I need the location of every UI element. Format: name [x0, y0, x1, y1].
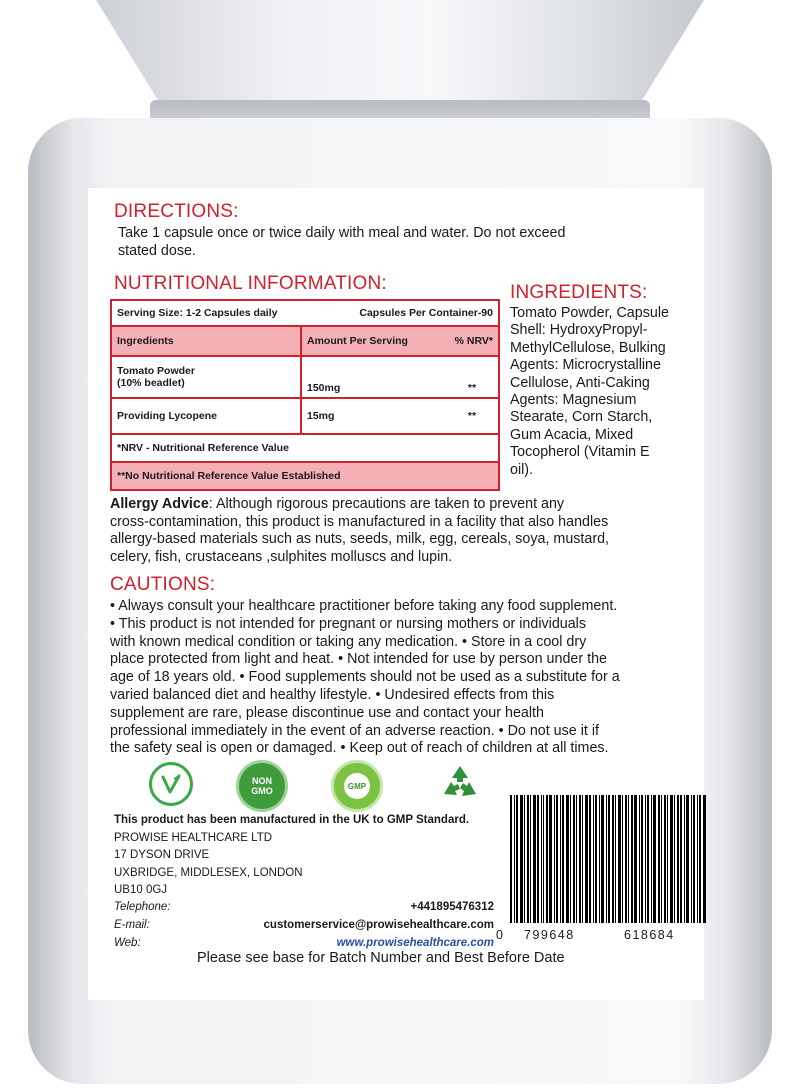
serving-size: Serving Size: 1-2 Capsules daily: [117, 307, 278, 319]
barcode-bar: [697, 795, 698, 923]
web-label: Web:: [114, 937, 141, 949]
ingredients-line: Shell: HydroxyPropyl-: [510, 322, 648, 339]
gmp-inner-ring: [344, 773, 370, 799]
vegan-v-icon: [149, 762, 193, 806]
barcode-bar: [537, 795, 539, 923]
barcode-bar: [510, 795, 512, 923]
cautions-line: age of 18 years old. • Food supplements should not be used as a substitute for a: [110, 669, 620, 686]
barcode-bar: [634, 795, 637, 923]
telephone-row: [114, 898, 494, 916]
ingredient-nrv: **: [446, 356, 499, 398]
ingredient-name-line-1: Tomato Powder: [117, 365, 195, 377]
barcode-bar: [686, 795, 689, 923]
barcode-bar: [566, 795, 569, 923]
barcode-bar: [576, 795, 577, 923]
ingredients-text: [510, 305, 669, 479]
barcode-bar: [606, 795, 607, 923]
barcode-bar: [667, 795, 668, 923]
barcode-bar: [628, 795, 629, 923]
barcode-bar: [647, 795, 649, 923]
ingredient-amount: 15mg: [301, 398, 446, 434]
barcode-bar: [520, 795, 523, 923]
address-town: UXBRIDGE, MIDDLESEX, LONDON: [114, 866, 303, 879]
barcode-bar: [691, 795, 692, 923]
barcode-bar: [593, 795, 594, 923]
cautions-heading: CAUTIONS:: [110, 574, 216, 595]
barcode-bar: [554, 795, 555, 923]
barcode-bar: [670, 795, 673, 923]
table-row: [111, 398, 499, 434]
allergy-line: allergy-based materials such as nuts, seeds, milk, egg, cereals, soya, mustard,: [110, 531, 610, 547]
barcode-bar: [699, 795, 701, 923]
table-row: [111, 462, 499, 490]
barcode-bar: [641, 795, 643, 923]
recycle-icon: [436, 760, 484, 808]
barcode-bar: [693, 795, 695, 923]
barcode-bar: [589, 795, 591, 923]
recycle-arrows-icon: [436, 760, 484, 808]
barcode-bar: [582, 795, 583, 923]
barcode-bar: [573, 795, 575, 923]
barcode-bar: [631, 795, 633, 923]
barcode-bar: [533, 795, 536, 923]
barcode-bar: [625, 795, 627, 923]
barcode-bar: [674, 795, 675, 923]
address-postcode: UB10 0GJ: [114, 884, 168, 897]
cautions-line: place protected from light and heat. • Not intended for use by person under the: [110, 651, 607, 668]
non-gmo-icon: [236, 760, 288, 812]
barcode-bar: [543, 795, 544, 923]
barcode-bar: [664, 795, 666, 923]
barcode-bar: [618, 795, 621, 923]
barcode-bar: [639, 795, 640, 923]
ingredients-line: Tocopherol (Vitamin E: [510, 444, 650, 461]
ingredients-heading: INGREDIENTS:: [510, 282, 648, 303]
barcode-bar: [524, 795, 525, 923]
ingredients-line: Agents: Magnesium: [510, 392, 637, 409]
ingredients-line: Cellulose, Anti-Caking: [510, 374, 650, 391]
barcode-bar: [677, 795, 679, 923]
gmp-label: GMP: [347, 781, 367, 791]
company-name: PROWISE HEALTHCARE LTD: [114, 831, 273, 844]
no-nrv-footnote: **No Nutritional Reference Value Established: [111, 462, 499, 490]
barcode-bar: [622, 795, 623, 923]
table-row: [111, 300, 499, 326]
barcode-bar: [684, 795, 685, 923]
barcode-bar: [562, 795, 564, 923]
ingredients-line: MethylCellulose, Bulking: [510, 339, 666, 356]
ingredients-line: oil).: [510, 461, 534, 478]
table-header-row: [111, 326, 499, 356]
barcode: [510, 795, 740, 923]
batch-note: Please see base for Batch Number and Best Before Date: [197, 950, 565, 966]
non-gmo-line-2: GMO: [251, 786, 273, 796]
cautions-line: • Always consult your healthcare practitioner before taking any food supplement.: [110, 598, 618, 614]
cautions-line: varied balanced diet and healthy lifestyle. • Undesired effects from this: [110, 686, 555, 703]
contact-block: [114, 898, 494, 952]
allergy-advice: [110, 496, 609, 566]
barcode-bar: [556, 795, 558, 923]
ingredients-line: Tomato Powder, Capsule: [510, 305, 669, 321]
allergy-line: cross-contamination, this product is manufactured in a facility that also handles: [110, 513, 609, 530]
allergy-line: [110, 496, 609, 514]
allergy-line-1: : Although rigorous precautions are taken to prevent any: [208, 496, 565, 512]
nrv-footnote: *NRV - Nutritional Reference Value: [111, 434, 499, 462]
directions-line-2: stated dose.: [118, 242, 196, 259]
barcode-bar: [680, 795, 682, 923]
cautions-line: supplement are rare, please discontinue use and contact your health: [110, 704, 544, 721]
directions-text: [118, 225, 565, 260]
barcode-bar: [579, 795, 581, 923]
barcode-bar: [658, 795, 660, 923]
barcode-group-1: 799648: [524, 928, 575, 942]
col-amount: Amount Per Serving: [301, 326, 446, 356]
table-row: [111, 356, 499, 398]
allergy-line: celery, fish, crustaceans ,sulphites molluscs and lupin.: [110, 548, 453, 565]
web-link[interactable]: www.prowisehealthcare.com: [336, 937, 494, 949]
barcode-bar: [595, 795, 597, 923]
barcode-bar: [703, 795, 706, 923]
barcode-bar: [661, 795, 662, 923]
barcode-bar: [514, 795, 515, 923]
ingredient-name: [111, 356, 301, 398]
ingredient-name: Providing Lycopene: [111, 398, 301, 434]
barcode-group-2: 618684: [624, 928, 675, 942]
barcode-bar: [601, 795, 604, 923]
barcode-bar: [560, 795, 561, 923]
cautions-text: [110, 598, 620, 758]
address-street: 17 DYSON DRIVE: [114, 849, 210, 862]
col-nrv: % NRV*: [446, 326, 499, 356]
directions-heading: DIRECTIONS:: [114, 201, 239, 222]
cautions-line: the safety seal is open or damaged. • Keep out of reach of children at all times.: [110, 740, 609, 757]
cautions-line: professional immediately in the event of an adverse reaction. • Do not use it if: [110, 722, 599, 739]
barcode-bar: [585, 795, 588, 923]
cautions-line: with known medical condition or taking any medication. • Store in a cool dry: [110, 633, 587, 650]
ingredients-line: Agents: Microcrystalline: [510, 357, 661, 374]
email-label: E-mail:: [114, 919, 150, 931]
directions-line-1: Take 1 capsule once or twice daily with meal and water. Do not exceed: [118, 225, 566, 241]
telephone-value: +441895476312: [410, 901, 494, 913]
barcode-bar: [541, 795, 542, 923]
per-container: Capsules Per Container-90: [359, 307, 493, 319]
barcode-bar: [645, 795, 646, 923]
nutrition-heading: NUTRITIONAL INFORMATION:: [114, 273, 387, 294]
barcode-bar: [612, 795, 614, 923]
email-value[interactable]: customerservice@prowisehealthcare.com: [263, 919, 494, 931]
barcode-bar: [615, 795, 616, 923]
telephone-label: Telephone:: [114, 901, 171, 913]
nutrition-table: [110, 299, 500, 491]
ingredient-nrv: **: [446, 398, 499, 434]
barcode-bar: [546, 795, 548, 923]
barcode-bar: [608, 795, 610, 923]
ingredient-amount: 150mg: [301, 356, 446, 398]
vegan-leaf-icon: [159, 772, 183, 796]
col-ingredients: Ingredients: [111, 326, 301, 356]
gmp-icon: [331, 760, 383, 812]
barcode-digit-first: 0: [496, 928, 505, 942]
serving-row: [111, 300, 499, 326]
ingredients-line: Stearate, Corn Starch,: [510, 409, 653, 426]
non-gmo-line-1: NON: [252, 776, 272, 786]
barcode-bar: [651, 795, 652, 923]
allergy-label: Allergy Advice: [110, 496, 209, 512]
barcode-bar: [527, 795, 529, 923]
email-row: [114, 916, 494, 934]
barcode-bar: [653, 795, 656, 923]
barcode-bar: [549, 795, 552, 923]
barcode-bar: [516, 795, 518, 923]
manufacturer-block: [114, 812, 469, 900]
cautions-line: • This product is not intended for pregnant or nursing mothers or individuals: [110, 615, 587, 632]
ingredients-line: Gum Acacia, Mixed: [510, 426, 634, 443]
barcode-bar: [530, 795, 531, 923]
table-row: [111, 434, 499, 462]
ingredient-name-line-2: (10% beadlet): [117, 377, 185, 389]
barcode-bar: [570, 795, 571, 923]
barcode-bar: [599, 795, 600, 923]
gmp-statement: This product has been manufactured in the UK to GMP Standard.: [114, 814, 470, 826]
